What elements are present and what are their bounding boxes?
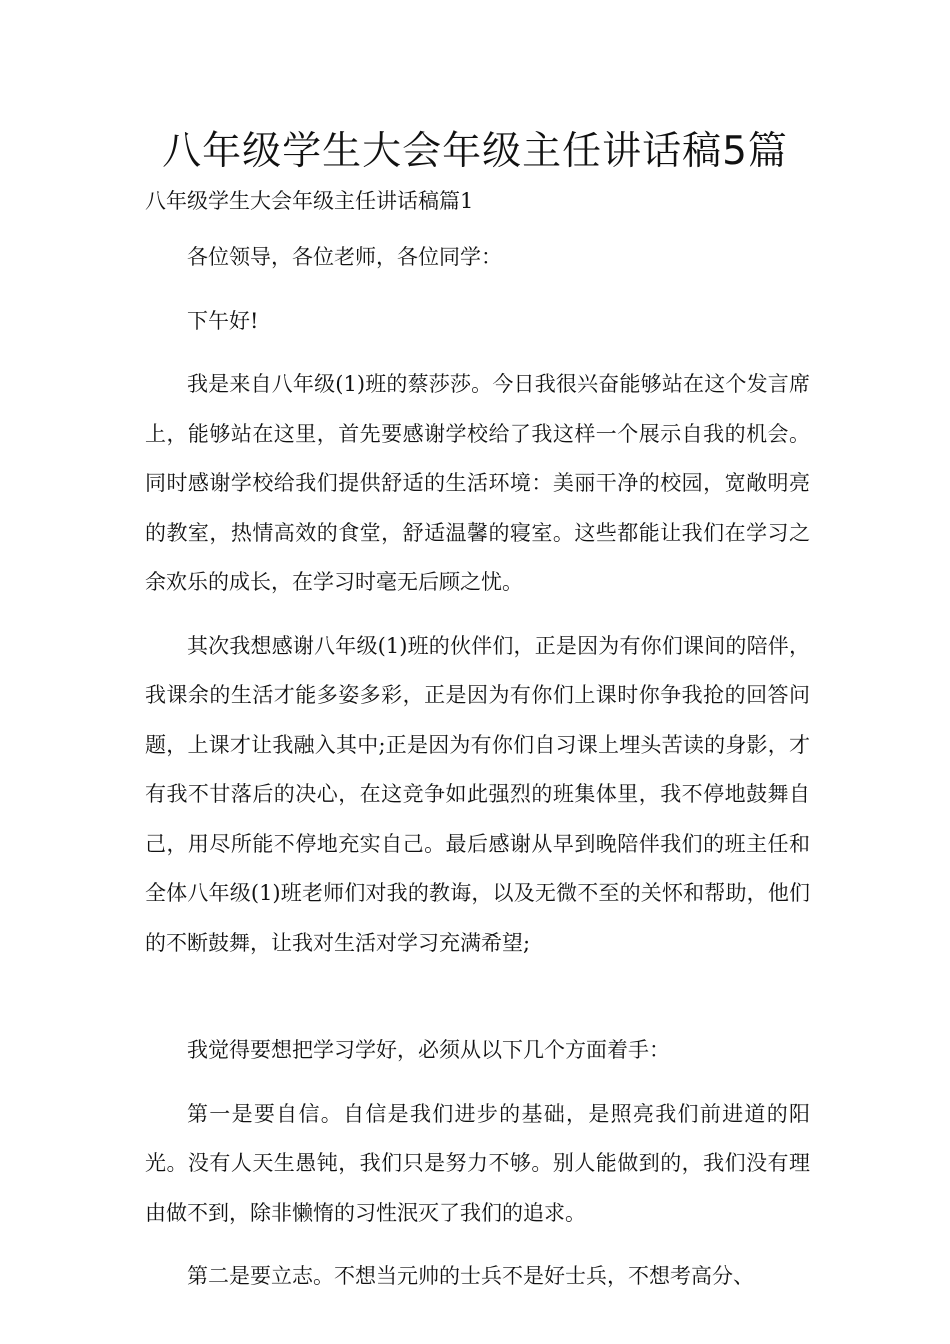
document-title: 八年级学生大会年级主任讲话稿5篇 (162, 129, 788, 174)
paragraph-greeting: 各位领导，各位老师，各位同学： (187, 245, 502, 269)
paragraph-introduction: 我是来自八年级(1)班的蔡莎莎。今日我很兴奋能够站在这个发言席上，能够站在这里，首先要感谢学校给了我这样一个展示自我的机会。同时感谢学校给我们提供舒适的生活环境：美丽干净的校园，宽敞明亮的教室，热情高效的食堂，舒适温馨的寝室。这些都能让我们在学习之余欢乐的成长，在学习时毫无后顾之忧。 (145, 372, 810, 594)
paragraph-confidence: 第一是要自信。自信是我们进步的基础，是照亮我们前进道的阳光。没有人天生愚钝，我们只是努力不够。别人能做到的，我们没有理由做不到，除非懒惰的习性泯灭了我们的追求。 (145, 1101, 810, 1225)
paragraph-thanks: 其次我想感谢八年级(1)班的伙伴们，正是因为有你们课间的陪伴，我课余的生活才能多姿多彩，正是因为有你们上课时你争我抢的回答问题，上课才让我融入其中;正是因为有你们自习课上埋头苦读的身影，才有我不甘落后的决心，在这竞争如此强烈的班集体里，我不停地鼓舞自己，用尽所能不停地充实自己。最后感谢从早到晚陪伴我们的班主任和全体八年级(1)班老师们对我的教诲，以及无微不至的关怀和帮助，他们的不断鼓舞，让我对生活对学习充满希望; (145, 633, 810, 955)
document-subtitle: 八年级学生大会年级主任讲话稿篇1 (145, 189, 474, 213)
paragraph-study-aspects: 我觉得要想把学习学好，必须从以下几个方面着手： (187, 1038, 670, 1062)
paragraph-ambition: 第二是要立志。不想当元帅的士兵不是好士兵，不想考高分、 (187, 1264, 754, 1288)
document-body (145, 233, 810, 1316)
paragraph-good-afternoon: 下午好! (187, 308, 259, 333)
